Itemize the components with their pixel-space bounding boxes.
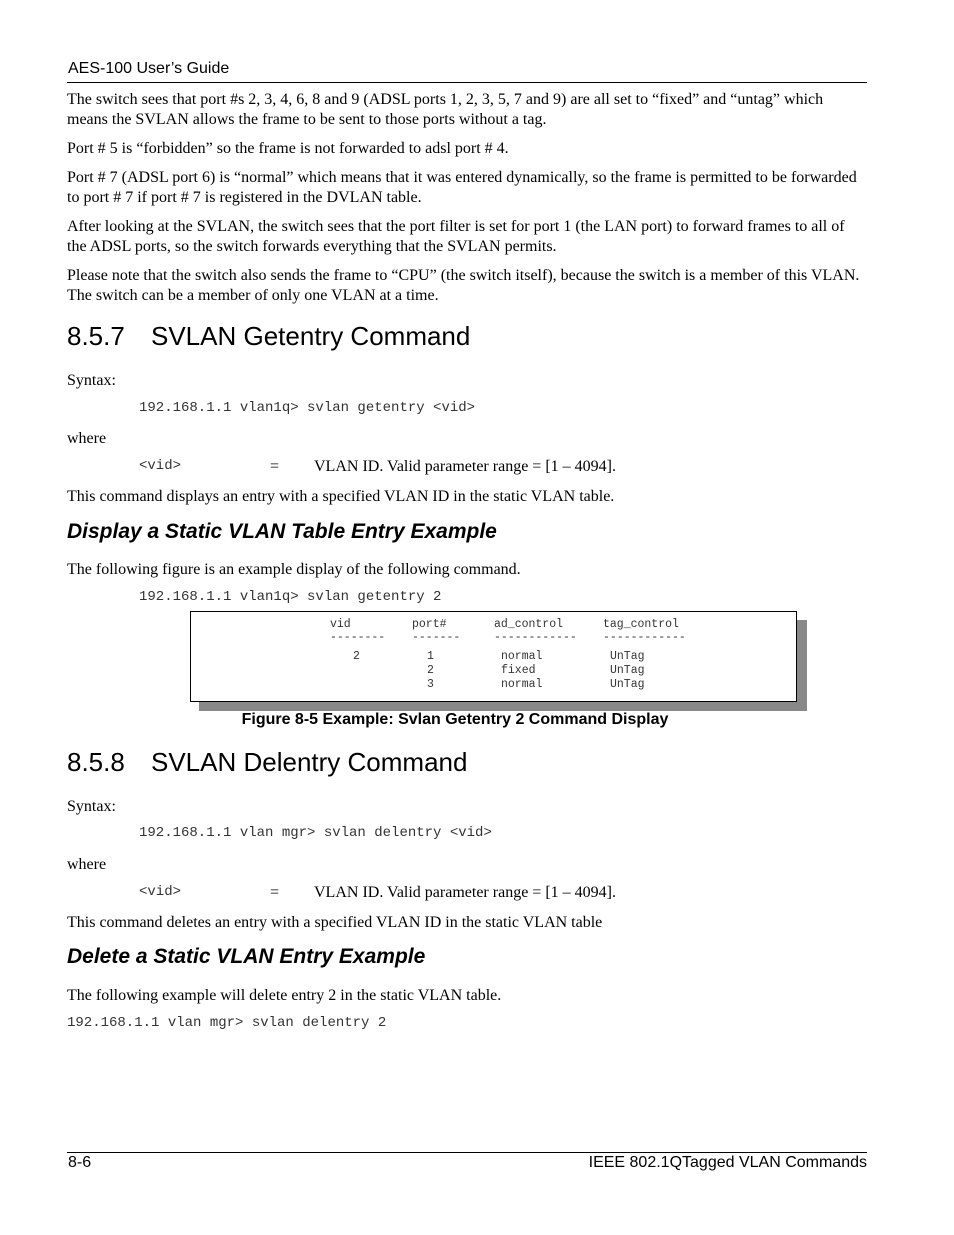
- where-label: where: [67, 856, 107, 873]
- syntax-label: Syntax:: [67, 372, 116, 389]
- example-intro: The following figure is an example display of the following command.: [67, 561, 521, 578]
- cell-port: 3: [427, 678, 434, 691]
- col-header-tag-control: tag_control: [603, 618, 679, 631]
- parameter-name: <vid>: [139, 884, 182, 900]
- cell-port: 1: [427, 650, 434, 663]
- cell-tag-control: UnTag: [610, 650, 645, 663]
- cell-ad-control: normal: [501, 678, 543, 691]
- cell-ad-control: normal: [501, 650, 543, 663]
- parameter-description: VLAN ID. Valid parameter range = [1 – 4094].: [314, 884, 616, 901]
- example-heading: Display a Static VLAN Table Entry Example: [67, 520, 497, 543]
- command-description: This command deletes an entry with a specified VLAN ID in the static VLAN table: [67, 914, 603, 931]
- section-title: SVLAN Delentry Command: [151, 747, 468, 777]
- chapter-title: IEEE 802.1QTagged VLAN Commands: [588, 1154, 867, 1171]
- section-heading-857: [67, 321, 470, 352]
- intro-paragraph-3: Port # 7 (ADSL port 6) is “normal” which means that it was entered dynamically, so the frame is permitted to be forwarded to port # 7 if port # 7 is registered in the DVLAN table.: [67, 169, 857, 206]
- col-header-port: port#: [412, 618, 447, 631]
- col-divider: ------------: [603, 631, 686, 644]
- cell-vid: 2: [353, 650, 360, 663]
- parameter-name: <vid>: [139, 458, 182, 474]
- section-heading-858: [67, 747, 467, 778]
- cell-tag-control: UnTag: [610, 678, 645, 691]
- command-description: This command displays an entry with a specified VLAN ID in the static VLAN table.: [67, 488, 615, 505]
- parameter-equals: =: [270, 458, 280, 475]
- col-divider: --------: [330, 631, 386, 644]
- intro-paragraph-5: Please note that the switch also sends the frame to “CPU” (the switch itself), because the switch is a member of this VLAN. The switch can be a member of only one VLAN at a time.: [67, 267, 860, 304]
- example-command: 192.168.1.1 vlan1q> svlan getentry 2: [139, 589, 442, 605]
- where-label: where: [67, 430, 107, 447]
- syntax-command: 192.168.1.1 vlan1q> svlan getentry <vid>: [139, 400, 476, 416]
- parameter-equals: =: [270, 884, 280, 901]
- col-divider: -------: [412, 631, 461, 644]
- figure-command-output: [190, 611, 797, 702]
- syntax-command: 192.168.1.1 vlan mgr> svlan delentry <vid>: [139, 825, 492, 841]
- section-number: 8.5.7: [67, 321, 125, 351]
- example-command: 192.168.1.1 vlan mgr> svlan delentry 2: [67, 1015, 387, 1031]
- col-header-vid: vid: [330, 618, 351, 631]
- intro-paragraph-4: After looking at the SVLAN, the switch sees that the port filter is set for port 1 (the LAN port) to forward frames to all of the ADSL ports, so the switch forwards everything that the SVLAN permits.: [67, 218, 845, 255]
- figure-caption: Figure 8-5 Example: Svlan Getentry 2 Command Display: [241, 711, 669, 728]
- header-rule: [67, 82, 867, 83]
- cell-port: 2: [427, 664, 434, 677]
- intro-paragraph-1: The switch sees that port #s 2, 3, 4, 6, 8 and 9 (ADSL ports 1, 2, 3, 5, 7 and 9) are all set to “fixed” and “untag” which means the SVLAN allows the frame to be sent to those ports without a tag.: [67, 91, 824, 128]
- page-number: 8-6: [68, 1154, 92, 1171]
- parameter-description: VLAN ID. Valid parameter range = [1 – 4094].: [314, 458, 616, 475]
- section-number: 8.5.8: [67, 747, 125, 777]
- intro-paragraph-2: Port # 5 is “forbidden” so the frame is not forwarded to adsl port # 4.: [67, 140, 509, 157]
- col-header-ad-control: ad_control: [494, 618, 564, 631]
- footer-rule: [67, 1152, 867, 1153]
- syntax-label: Syntax:: [67, 798, 116, 815]
- col-divider: ------------: [494, 631, 577, 644]
- example-intro: The following example will delete entry 2 in the static VLAN table.: [67, 987, 502, 1004]
- section-title: SVLAN Getentry Command: [151, 321, 471, 351]
- cell-tag-control: UnTag: [610, 664, 645, 677]
- cell-ad-control: fixed: [501, 664, 536, 677]
- running-header-title: AES-100 User’s Guide: [68, 60, 230, 77]
- example-heading: Delete a Static VLAN Entry Example: [67, 945, 426, 968]
